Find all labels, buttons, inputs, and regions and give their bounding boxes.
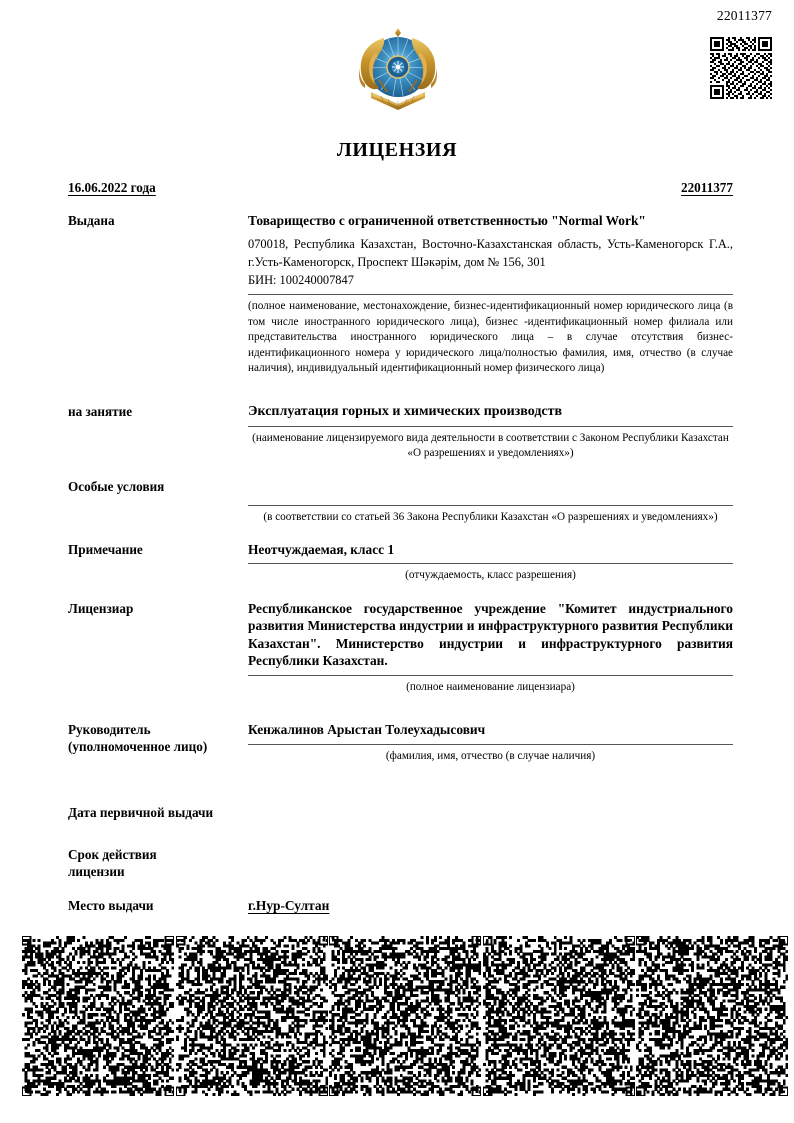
footer-barcode-strip [0, 936, 794, 1102]
special-conditions-caption: (в соответствии со статьей 36 Закона Республики Казахстан «О разрешениях и уведомлениях») [263, 510, 718, 523]
issued-to-caption: (полное наименование, местонахождение, бизнес-идентификационный номер юридического лица (в том числе иностранного юридического лица), бизнес -идентификационный номер филиала или представительства иностранного юридического лица – в случае отсутствия бизнес-идентификационного номера у юридического лица/полностью фамилия, имя, отчество (в случае наличия), индивидуальный идентификационный номер физического лица) [248, 300, 733, 375]
field-label-validity-line2: лицензии [68, 863, 125, 879]
note-value: Неотчуждаемая, класс 1 [248, 542, 395, 558]
issued-to-address: 070018, Республика Казахстан, Восточно-Казахстанская область, Усть-Каменогорск Г.А., г.Усть-Каменогорск, Проспект Шәкәрім, дом № 156, 301 [248, 237, 733, 270]
field-label-first-issue-date: Дата первичной выдачи [68, 804, 214, 820]
field-issued-to [68, 212, 733, 377]
field-activity [68, 403, 733, 462]
special-conditions-value [248, 478, 733, 500]
date-and-number-row [68, 180, 733, 196]
page-title: ЛИЦЕНЗИЯ [336, 139, 458, 161]
head-caption: (фамилия, имя, отчество (в случае наличия) [385, 749, 596, 762]
activity-caption: (наименование лицензируемого вида деятельности в соответствии с Законом Республики Казахстан «О разрешениях и уведомлениях») [252, 431, 729, 460]
issued-to-bin: БИН: 100240007847 [248, 272, 354, 287]
field-label-issued-to: Выдана [68, 213, 115, 228]
rule-activity [248, 426, 733, 427]
head-value: Кенжалинов Арыстан Толеухадысович [248, 722, 486, 738]
field-licensor [68, 600, 733, 695]
header-qr-code [710, 37, 772, 99]
licensor-caption: (полное наименование лицензиара) [406, 680, 575, 693]
field-label-head [68, 721, 248, 756]
field-head [68, 721, 733, 764]
issued-to-value: Товарищество с ограниченной ответственностью "Normal Work" [248, 213, 646, 228]
document-number-top-right: 22011377 [716, 8, 772, 23]
datamatrix-barcode-2 [176, 936, 328, 1096]
note-caption: (отчуждаемость, класс разрешения) [405, 569, 576, 582]
field-first-issue-date [68, 804, 733, 830]
license-body [68, 180, 733, 915]
field-label-note: Примечание [68, 542, 143, 558]
field-label-validity-line1: Срок действия [68, 846, 157, 862]
activity-value: Эксплуатация горных и химических производств [248, 403, 563, 419]
datamatrix-barcode-1 [22, 936, 174, 1096]
field-place [68, 897, 733, 915]
kazakhstan-coat-of-arms-emblem [357, 22, 439, 112]
field-label-head-line1: Руководитель [68, 722, 151, 738]
license-number: 22011377 [680, 180, 733, 195]
issue-date: 16.06.2022 года [68, 180, 156, 195]
field-label-place: Место выдачи [68, 897, 154, 913]
field-validity [68, 846, 733, 881]
field-label-special-conditions: Особые условия [68, 478, 165, 494]
datamatrix-barcode-4 [483, 936, 635, 1096]
rule-special-conditions [248, 505, 733, 506]
datamatrix-barcode-3 [329, 936, 481, 1096]
field-label-licensor: Лицензиар [68, 600, 134, 616]
licensor-value: Республиканское государственное учреждение "Комитет индустриального развития Министерства индустрии и инфраструктурного развития Республики Казахстан". Министерство индустрии и инфраструктурного развития Республики Казахстан. [248, 600, 733, 669]
field-label-validity [68, 846, 298, 881]
first-issue-date-value [298, 804, 733, 830]
datamatrix-barcode-5 [636, 936, 788, 1096]
field-label-activity: на занятие [68, 403, 133, 419]
rule-issued-to [248, 294, 733, 295]
place-value: г.Нур-Султан [248, 897, 330, 913]
rule-licensor [248, 675, 733, 676]
field-note [68, 541, 733, 584]
field-label-head-line2: (уполномоченное лицо) [68, 738, 208, 754]
rule-note [248, 563, 733, 564]
field-special-conditions [68, 478, 733, 525]
rule-head [248, 744, 733, 745]
